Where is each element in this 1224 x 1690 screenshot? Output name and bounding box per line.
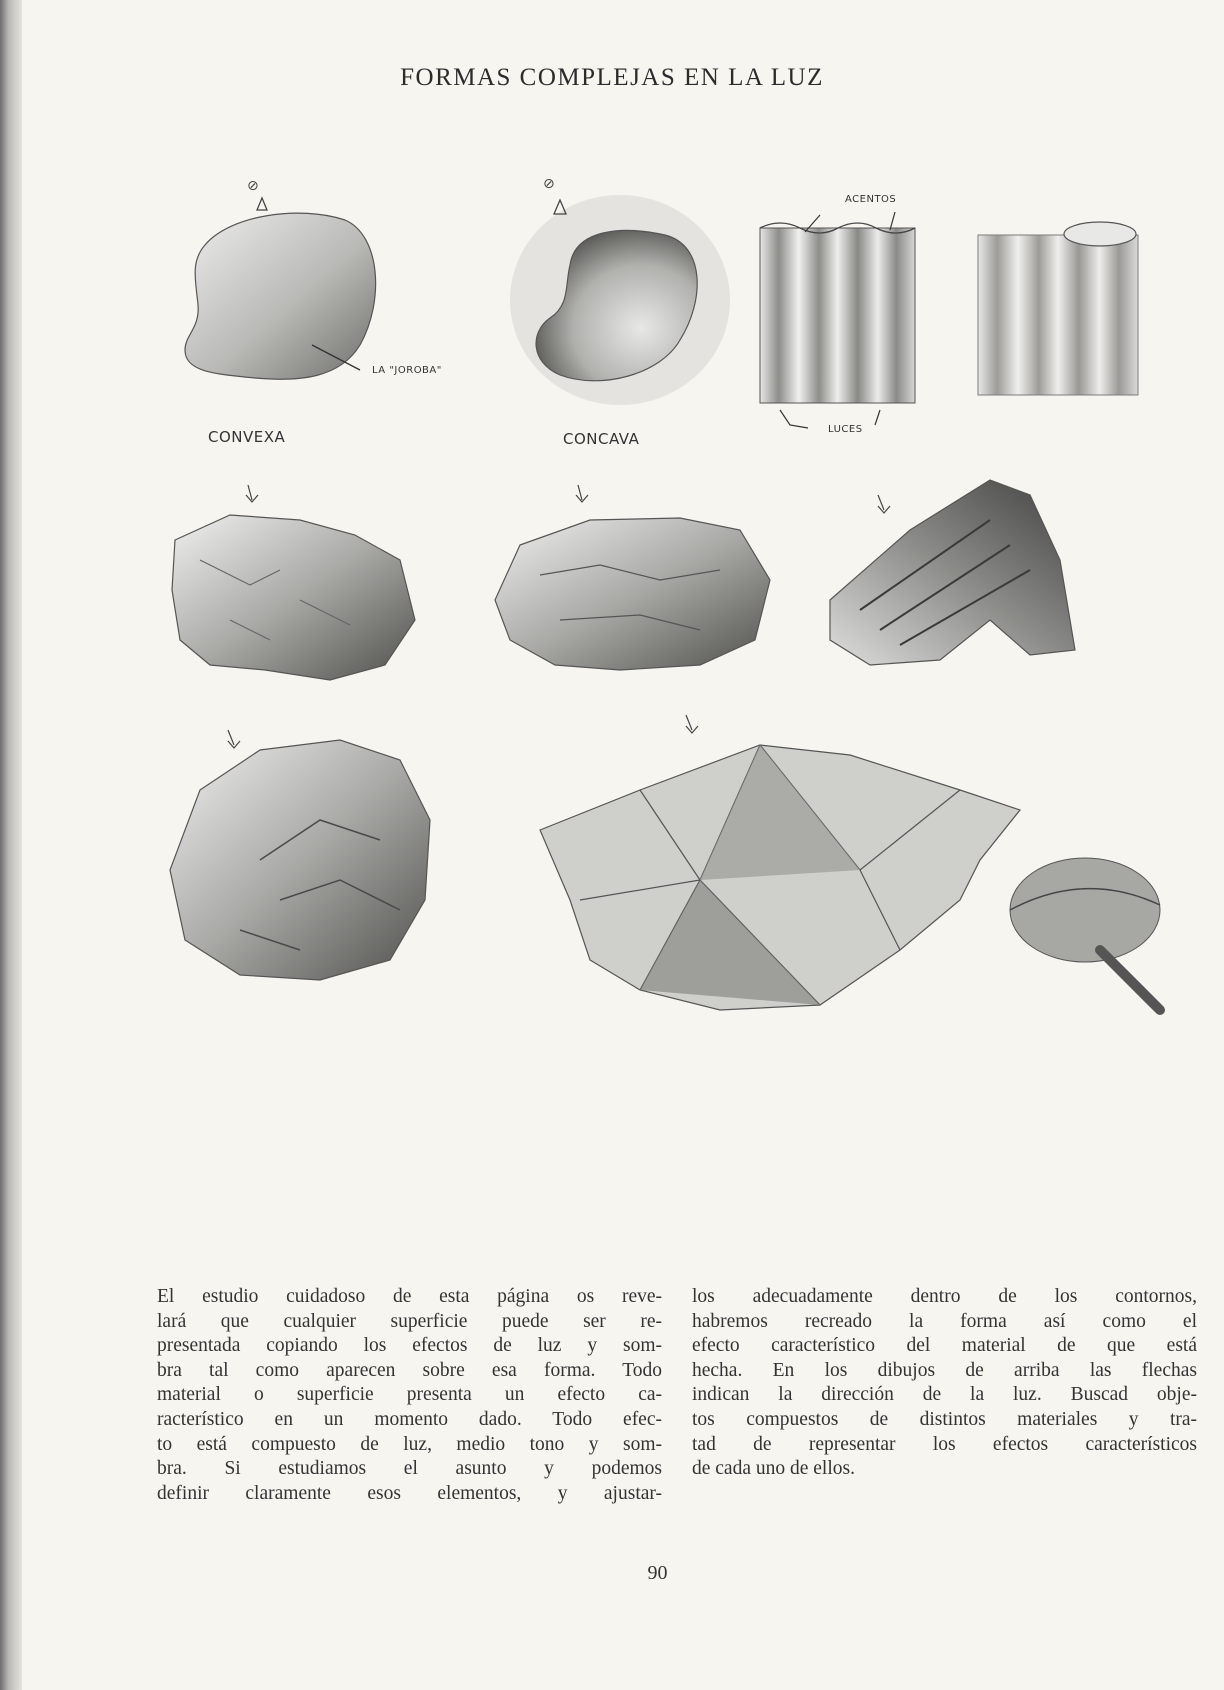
- body-line: bra tal como aparecen sobre esa forma. Todo: [157, 1359, 662, 1381]
- page-number: 90: [647, 1562, 668, 1584]
- body-line: El estudio cuidadoso de esta página os reve-: [157, 1286, 662, 1307]
- page-title: FORMAS COMPLEJAS EN LA LUZ: [400, 64, 824, 91]
- body-line: bra. Si estudiamos el asunto y podemos: [157, 1458, 662, 1480]
- label-luces: LUCES: [828, 424, 863, 435]
- rock-2-drawing: [495, 485, 770, 670]
- body-line: definir claramente esos elementos, y ajustar-: [157, 1482, 662, 1504]
- body-line: lará que cualquier superficie puede ser re-: [157, 1310, 662, 1332]
- crumpled-paper-drawing: [540, 715, 1020, 1010]
- rock-1-drawing: [172, 485, 415, 680]
- svg-text:⊘: ⊘: [247, 178, 259, 194]
- body-line: habremos recreado la forma así como el: [692, 1310, 1197, 1332]
- body-line: to está compuesto de luz, medio tono y som-: [157, 1433, 662, 1455]
- body-line: racterístico en un momento dado. Todo efec-: [157, 1408, 662, 1430]
- body-line: tad de representar los efectos característicos: [692, 1433, 1197, 1455]
- convex-form-drawing: [185, 178, 376, 379]
- corrugated-sheet-drawing: [760, 212, 915, 428]
- body-line: los adecuadamente dentro de los contornos,: [692, 1286, 1197, 1307]
- body-line: tos compuestos de distintos materiales y tra-: [692, 1408, 1197, 1430]
- body-line: efecto característico del material de que está: [692, 1335, 1197, 1357]
- body-line: material o superficie presenta un efecto ca-: [157, 1384, 662, 1406]
- curled-paper-drawing: [978, 222, 1138, 395]
- label-concava: CONCAVA: [563, 430, 640, 448]
- body-line: presentada copiando los efectos de luz y som-: [157, 1335, 662, 1357]
- brush-drawing: [1010, 858, 1160, 1010]
- label-convexa: CONVEXA: [208, 428, 286, 446]
- body-text-left-column: [157, 1285, 662, 1506]
- label-joroba: LA "JOROBA": [372, 365, 442, 376]
- body-line: de cada uno de ellos.: [692, 1458, 855, 1480]
- svg-text:⊘: ⊘: [543, 176, 555, 192]
- large-rock-drawing: [170, 730, 430, 980]
- label-acentos: ACENTOS: [845, 194, 897, 205]
- body-line: indican la dirección de la luz. Buscad obje-: [692, 1384, 1197, 1406]
- body-text-right-column: [692, 1285, 1197, 1482]
- body-line: hecha. En los dibujos de arriba las flechas: [692, 1359, 1197, 1381]
- bark-drawing: [830, 480, 1075, 665]
- concave-form-drawing: [510, 176, 730, 405]
